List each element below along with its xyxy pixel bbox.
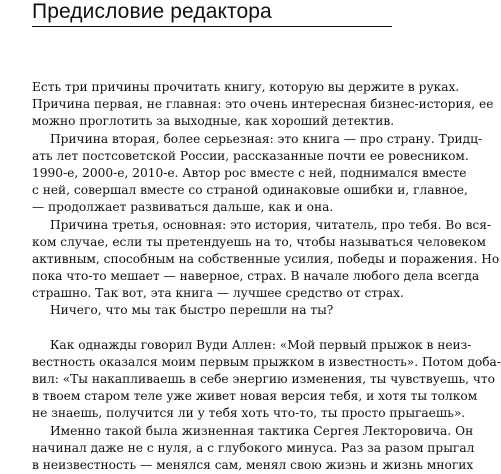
- text-line: — продолжает развиваться дальше, как и она.: [32, 200, 334, 215]
- text-line: ком случае, если ты претендуешь на то, чтобы называться человеком: [32, 234, 486, 249]
- paragraph: [32, 337, 501, 423]
- text-line: Причина первая, не главная: это очень интересная бизнес-история, ее: [32, 97, 494, 112]
- heading-rule: [32, 0, 392, 27]
- paragraph: [32, 79, 494, 131]
- text-line: ать лет постсоветской России, рассказанные почти ее ровесником.: [32, 148, 469, 163]
- paragraph: [32, 131, 483, 217]
- text-line: не знаешь, получится ли у тебя хоть что-то, ты просто прыгаешь».: [32, 406, 466, 421]
- text-line: 1990-е, 2000-е, 2010-е. Автор рос вместе с ней, поднимался вместе: [32, 165, 467, 180]
- text-line: активным, способным на собственные усилия, победы и поражения. Но: [32, 251, 500, 266]
- text-line: страшно. Так вот, эта книга — лучшее средство от страх.: [32, 286, 404, 301]
- text-line: в неизвестность — менялся сам, менял свою жизнь и жизнь многих: [32, 457, 474, 472]
- text-line: Есть три причины прочитать книгу, которую вы держите в руках.: [32, 80, 460, 94]
- text-line: начинал даже не с нуля, а с глубокого минуса. Раз за разом прыгал: [32, 440, 475, 455]
- text-line: вил: «Ты накапливаешь в себе энергию изменения, ты чувствуешь, что: [32, 372, 496, 386]
- text-line: в твоем старом теле уже живет новая версия тебя, и хотя ты толком: [32, 389, 478, 404]
- body-text: [32, 79, 501, 474]
- text-line: можно проглотить за выходные, как хороший детектив.: [32, 114, 395, 129]
- paragraph: [32, 302, 392, 319]
- text-line: пока что-то мешает — наверное, страх. В начале любого дела всегда: [32, 269, 480, 284]
- paragraph: [32, 217, 500, 303]
- section-gap: [32, 320, 392, 337]
- text-line: Причина вторая, более серьезная: это книга — про страну. Тридц-: [50, 131, 483, 146]
- text-line: с ней, совершал вместе со страной одинаковые ошибки и, главное,: [32, 183, 468, 198]
- paragraph: [32, 423, 475, 474]
- text-line: вестность оказался моим первым прыжком в известность». Потом доба-: [32, 354, 501, 369]
- page-title: Предисловие редактора: [32, 0, 272, 23]
- text-line: Ничего, что мы так быстро перешли на ты?: [50, 303, 334, 318]
- text-line: Именно такой была жизненная тактика Сергея Лекторовича. Он: [50, 423, 474, 438]
- text-line: Как однажды говорил Вуди Аллен: «Мой первый прыжок в неиз-: [50, 337, 472, 352]
- text-line: Причина третья, основная: это история, читатель, про тебя. Во вся-: [50, 217, 492, 232]
